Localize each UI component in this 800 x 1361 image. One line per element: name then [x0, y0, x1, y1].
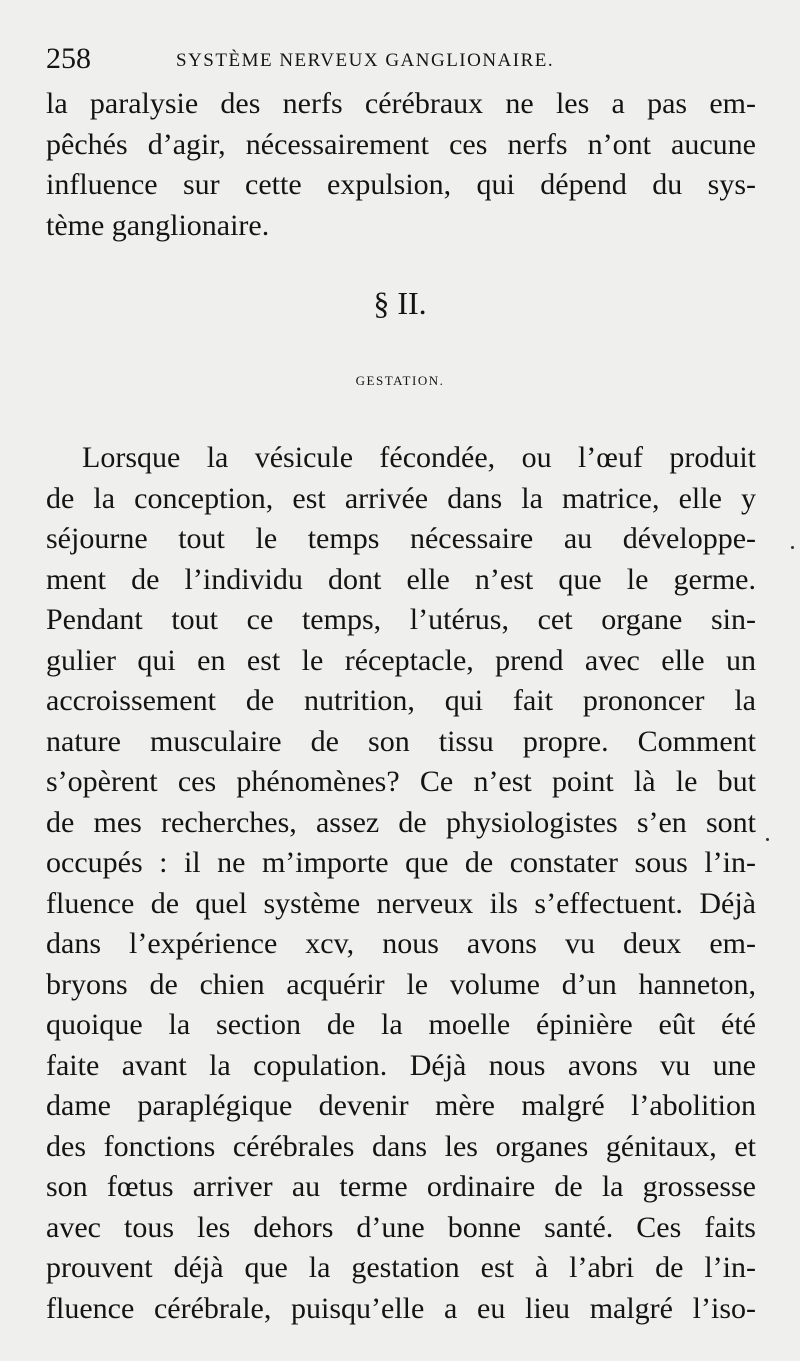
page-header [46, 42, 656, 76]
text-line: nature musculaire de son tissu propre. Comment [46, 724, 756, 758]
text-line: s’opèrent ces phénomènes? Ce n’est point là le but [46, 765, 756, 798]
text-line: pêchés d’agir, nécessairement ces nerfs n’ont aucune [46, 127, 756, 161]
running-head: SYSTÈME NERVEUX GANGLIONAIRE. [176, 50, 555, 71]
text-line: dame paraplégique devenir mère malgré l’abolition [46, 1089, 756, 1122]
paragraph-continuation [46, 84, 756, 246]
text-line: Lorsque la vésicule fécondée, ou l’œuf produit [82, 441, 756, 474]
text-line: influence sur cette expulsion, qui dépend du sys- [46, 168, 756, 201]
text-line: fluence cérébrale, puisqu’elle a eu lieu malgré l’iso- [46, 1291, 756, 1325]
text-line: la paralysie des nerfs cérébraux ne les a pas em- [46, 87, 756, 120]
scan-speck [791, 546, 794, 549]
text-line: des fonctions cérébrales dans les organes génitaux, et [46, 1129, 756, 1163]
text-line: faite avant la copulation. Déjà nous avons vu une [46, 1048, 756, 1082]
text-line: fluence de quel système nerveux ils s’effectuent. Déjà [46, 886, 756, 920]
text-line: bryons de chien acquérir le volume d’un hanneton, [46, 967, 756, 1001]
section-heading: § II. [373, 285, 427, 321]
text-line: occupés : il ne m’importe que de constater sous l’in- [46, 846, 756, 879]
text-line: tème ganglionaire. [46, 208, 270, 242]
paragraph-gestation [46, 438, 756, 1329]
section-subheading: GESTATION. [355, 373, 445, 388]
text-line: de la conception, est arrivée dans la matrice, elle y [46, 481, 756, 515]
text-line: dans l’expérience xcv, nous avons vu deux em- [46, 927, 756, 960]
text-line: avec tous les dehors d’une bonne santé. Ces faits [46, 1210, 756, 1244]
page-number: 258 [46, 42, 91, 75]
scan-speck [766, 838, 769, 841]
text-line: quoique la section de la moelle épinière eût été [46, 1008, 756, 1041]
text-line: son fœtus arriver au terme ordinaire de la grossesse [46, 1170, 756, 1203]
text-line: ment de l’individu dont elle n’est que le germe. [46, 562, 756, 596]
text-line: gulier qui en est le réceptacle, prend avec elle un [46, 643, 756, 677]
text-line: accroissement de nutrition, qui fait prononcer la [46, 684, 756, 717]
text-line: Pendant tout ce temps, l’utérus, cet organe sin- [46, 603, 756, 636]
text-line: séjourne tout le temps nécessaire au développe- [46, 522, 756, 555]
text-line: de mes recherches, assez de physiologistes s’en sont [46, 805, 756, 839]
text-line: prouvent déjà que la gestation est à l’abri de l’in- [46, 1251, 756, 1284]
